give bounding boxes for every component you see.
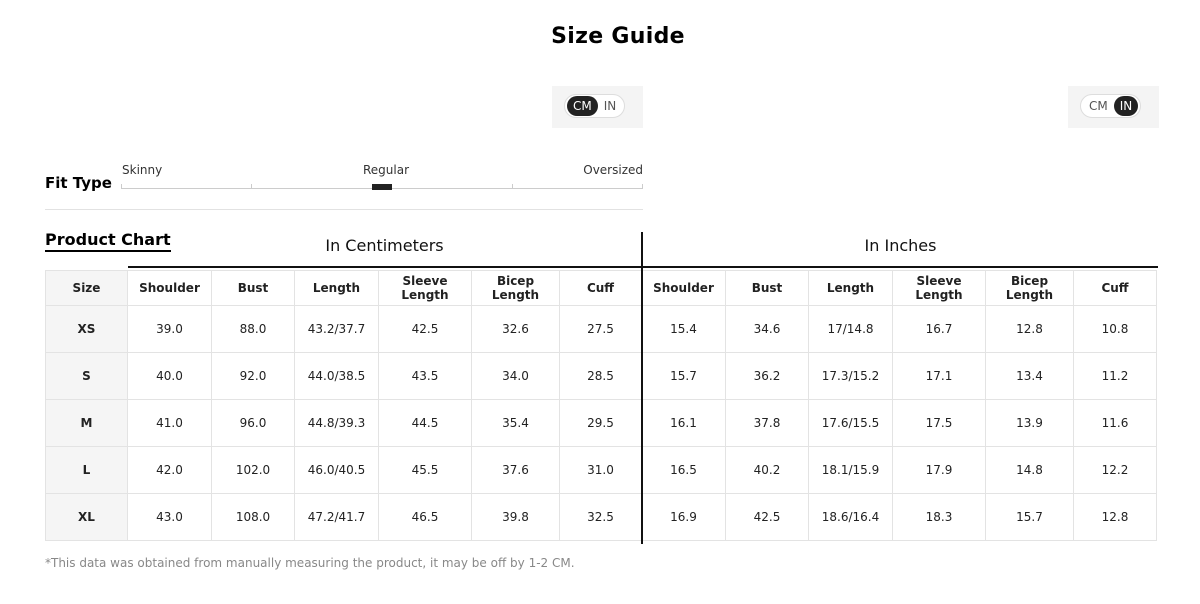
unit-toggle-cm[interactable]	[564, 94, 625, 118]
cm-shoulder-cell: 43.0	[128, 494, 212, 541]
in-sleeve-length-cell: 17.1	[893, 353, 986, 400]
table-row	[46, 447, 1157, 494]
column-header-in-bicep-length: Bicep Length	[986, 271, 1074, 306]
column-header-cm-sleeve-length: Sleeve Length	[379, 271, 472, 306]
column-header-in-length: Length	[809, 271, 893, 306]
centimeters-heading-rule	[128, 266, 641, 268]
unit-toggle-in[interactable]	[1080, 94, 1141, 118]
unit-option-cm[interactable]: CM	[567, 96, 598, 116]
size-cell: M	[46, 400, 128, 447]
in-sleeve-length-cell: 18.3	[893, 494, 986, 541]
fit-type-scale	[121, 162, 643, 192]
in-cuff-cell: 11.6	[1074, 400, 1157, 447]
fit-scale-tick	[121, 184, 122, 189]
cm-sleeve-length-cell: 45.5	[379, 447, 472, 494]
in-bicep-length-cell: 14.8	[986, 447, 1074, 494]
size-cell: S	[46, 353, 128, 400]
fit-scale-label-regular: Regular	[363, 163, 410, 177]
in-bust-cell: 36.2	[726, 353, 809, 400]
column-header-cm-length: Length	[295, 271, 379, 306]
in-length-cell: 18.1/15.9	[809, 447, 893, 494]
in-bust-cell: 34.6	[726, 306, 809, 353]
column-header-in-cuff: Cuff	[1074, 271, 1157, 306]
in-shoulder-cell: 16.9	[642, 494, 726, 541]
unit-option-in[interactable]: IN	[1114, 96, 1139, 116]
in-bicep-length-cell: 15.7	[986, 494, 1074, 541]
cm-length-cell: 43.2/37.7	[295, 306, 379, 353]
column-header-size: Size	[46, 271, 128, 306]
cm-sleeve-length-cell: 42.5	[379, 306, 472, 353]
cm-bust-cell: 108.0	[212, 494, 295, 541]
cm-bust-cell: 92.0	[212, 353, 295, 400]
cm-shoulder-cell: 41.0	[128, 400, 212, 447]
in-sleeve-length-cell: 16.7	[893, 306, 986, 353]
cm-cuff-cell: 31.0	[560, 447, 642, 494]
size-cell: XL	[46, 494, 128, 541]
in-cuff-cell: 11.2	[1074, 353, 1157, 400]
in-bicep-length-cell: 13.9	[986, 400, 1074, 447]
in-shoulder-cell: 15.4	[642, 306, 726, 353]
size-cell: L	[46, 447, 128, 494]
cm-sleeve-length-cell: 44.5	[379, 400, 472, 447]
in-length-cell: 17.3/15.2	[809, 353, 893, 400]
cm-shoulder-cell: 42.0	[128, 447, 212, 494]
unit-option-in[interactable]: IN	[603, 99, 617, 113]
cm-bicep-length-cell: 37.6	[472, 447, 560, 494]
cm-sleeve-length-cell: 46.5	[379, 494, 472, 541]
in-bicep-length-cell: 12.8	[986, 306, 1074, 353]
cm-length-cell: 44.0/38.5	[295, 353, 379, 400]
inches-heading: In Inches	[864, 236, 937, 255]
column-header-in-bust: Bust	[726, 271, 809, 306]
unit-toggle-panel-in	[1068, 86, 1159, 128]
fit-type-label: Fit Type	[45, 174, 112, 192]
cm-cuff-cell: 27.5	[560, 306, 642, 353]
table-row	[46, 353, 1157, 400]
in-length-cell: 17/14.8	[809, 306, 893, 353]
units-vertical-divider	[641, 232, 643, 544]
in-shoulder-cell: 15.7	[642, 353, 726, 400]
cm-bicep-length-cell: 34.0	[472, 353, 560, 400]
centimeters-heading: In Centimeters	[325, 236, 444, 255]
cm-bicep-length-cell: 35.4	[472, 400, 560, 447]
cm-bust-cell: 88.0	[212, 306, 295, 353]
cm-bust-cell: 96.0	[212, 400, 295, 447]
table-row	[46, 306, 1157, 353]
table-row	[46, 400, 1157, 447]
cm-cuff-cell: 32.5	[560, 494, 642, 541]
in-cuff-cell: 10.8	[1074, 306, 1157, 353]
in-shoulder-cell: 16.1	[642, 400, 726, 447]
fit-scale-tick	[642, 184, 643, 189]
column-header-cm-shoulder: Shoulder	[128, 271, 212, 306]
cm-sleeve-length-cell: 43.5	[379, 353, 472, 400]
cm-cuff-cell: 28.5	[560, 353, 642, 400]
in-length-cell: 17.6/15.5	[809, 400, 893, 447]
column-header-in-sleeve-length: Sleeve Length	[893, 271, 986, 306]
size-chart-table	[45, 270, 1157, 541]
cm-length-cell: 44.8/39.3	[295, 400, 379, 447]
fit-scale-tick	[251, 184, 252, 189]
in-sleeve-length-cell: 17.9	[893, 447, 986, 494]
column-header-cm-bicep-length: Bicep Length	[472, 271, 560, 306]
in-bust-cell: 40.2	[726, 447, 809, 494]
column-header-cm-cuff: Cuff	[560, 271, 642, 306]
fit-scale-tick	[512, 184, 513, 189]
cm-length-cell: 47.2/41.7	[295, 494, 379, 541]
cm-shoulder-cell: 39.0	[128, 306, 212, 353]
cm-length-cell: 46.0/40.5	[295, 447, 379, 494]
page-title: Size Guide	[551, 24, 685, 49]
size-cell: XS	[46, 306, 128, 353]
in-shoulder-cell: 16.5	[642, 447, 726, 494]
inches-heading-rule	[643, 266, 1158, 268]
in-bicep-length-cell: 13.4	[986, 353, 1074, 400]
cm-bust-cell: 102.0	[212, 447, 295, 494]
unit-toggle-panel-cm	[552, 86, 643, 128]
measurement-footnote: *This data was obtained from manually measuring the product, it may be off by 1-2 CM.	[45, 556, 575, 570]
cm-cuff-cell: 29.5	[560, 400, 642, 447]
cm-bicep-length-cell: 39.8	[472, 494, 560, 541]
product-chart-title: Product Chart	[45, 231, 171, 252]
section-divider	[45, 209, 643, 210]
in-sleeve-length-cell: 17.5	[893, 400, 986, 447]
fit-selected-marker	[372, 184, 392, 190]
table-row	[46, 494, 1157, 541]
fit-scale-label-skinny: Skinny	[122, 163, 163, 177]
in-cuff-cell: 12.2	[1074, 447, 1157, 494]
in-length-cell: 18.6/16.4	[809, 494, 893, 541]
fit-scale-label-oversized: Oversized	[583, 163, 643, 177]
in-cuff-cell: 12.8	[1074, 494, 1157, 541]
in-bust-cell: 37.8	[726, 400, 809, 447]
column-header-in-shoulder: Shoulder	[642, 271, 726, 306]
column-header-cm-bust: Bust	[212, 271, 295, 306]
cm-shoulder-cell: 40.0	[128, 353, 212, 400]
in-bust-cell: 42.5	[726, 494, 809, 541]
table-header-row	[46, 271, 1157, 306]
unit-option-cm[interactable]: CM	[1089, 99, 1108, 113]
cm-bicep-length-cell: 32.6	[472, 306, 560, 353]
